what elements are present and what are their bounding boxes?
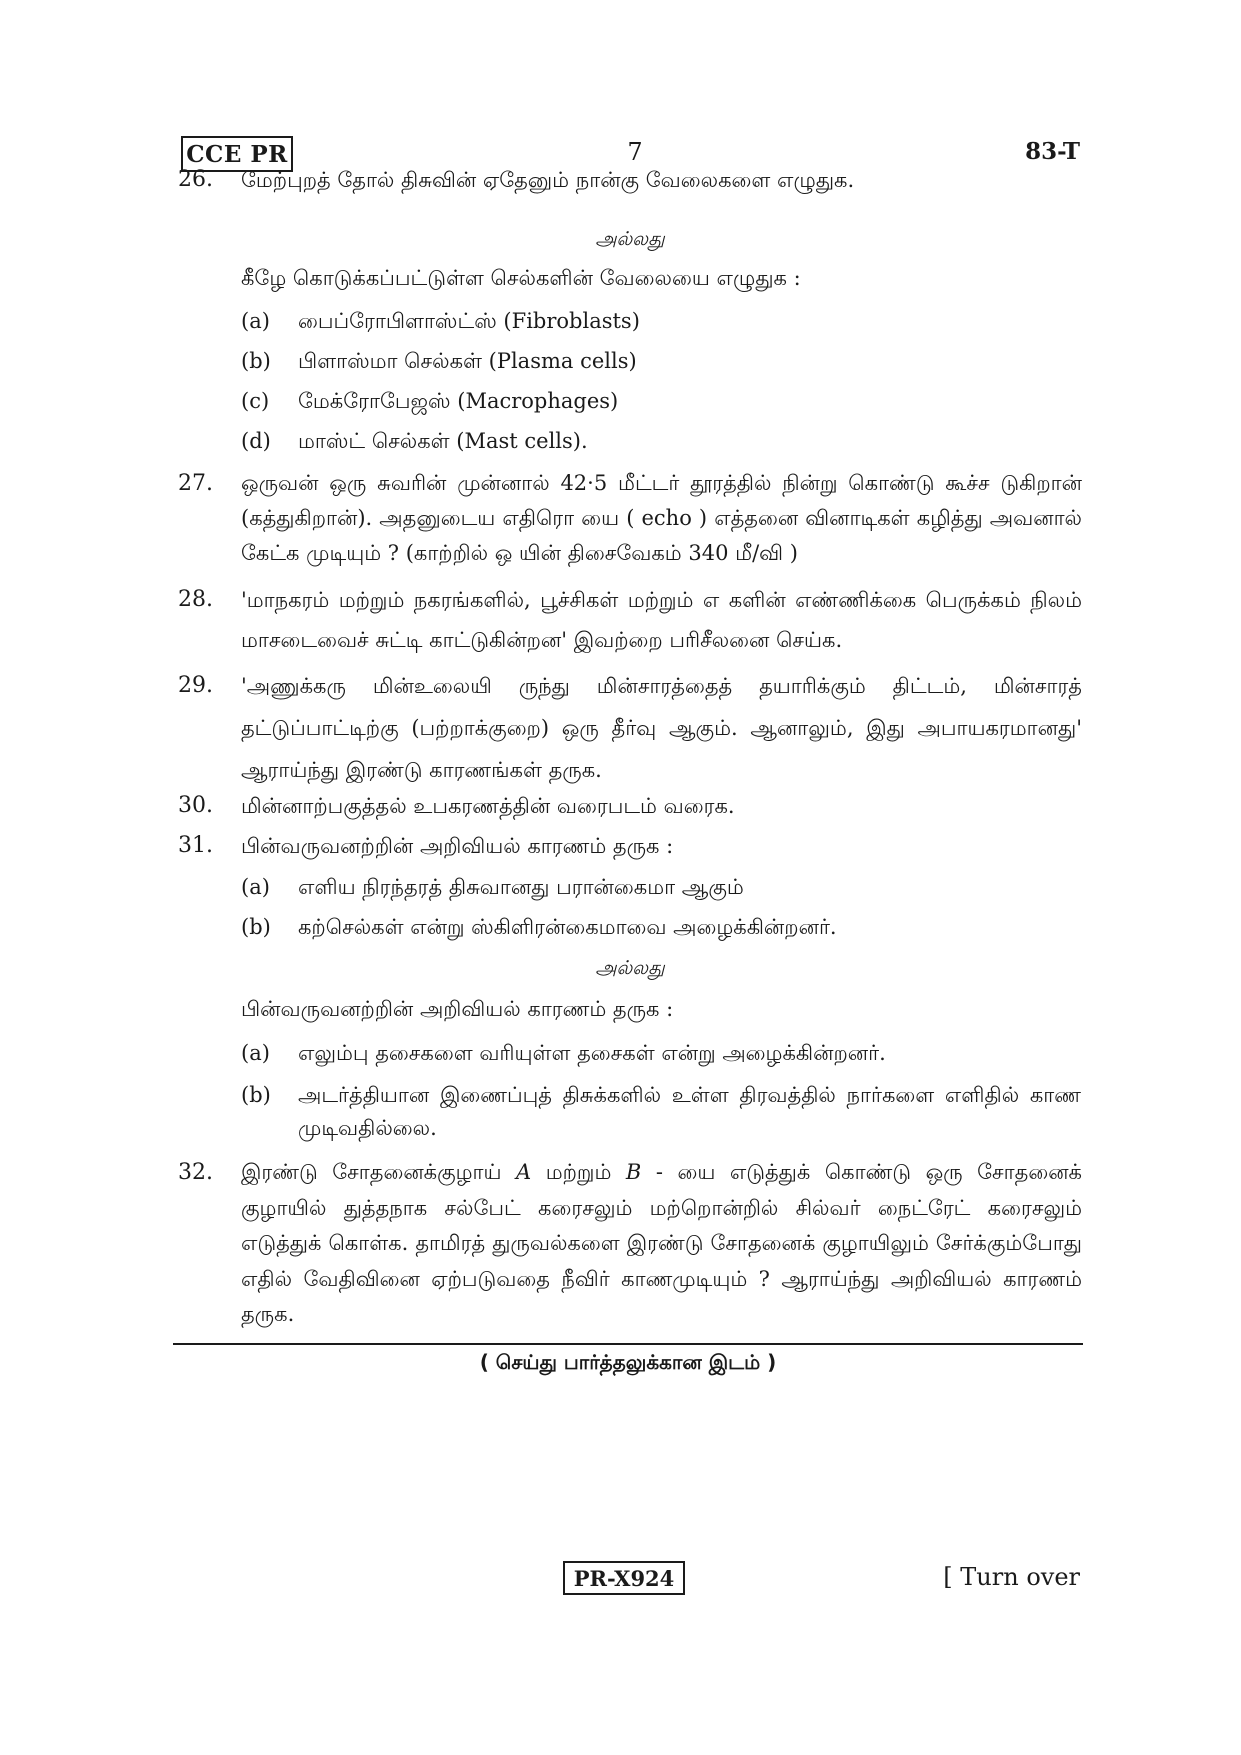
question-27 <box>178 466 1082 571</box>
sub-item-text: மாஸ்ட் செல்கள் (Mast cells). <box>298 429 588 453</box>
question-29 <box>178 665 1082 791</box>
sub-item-text: பைப்ரோபிளாஸ்ட்ஸ் (Fibroblasts) <box>298 309 640 333</box>
question-32 <box>178 1155 1082 1333</box>
question-text: மேற்புறத் தோல் திசுவின் ஏதேனும் நான்கு வேலைகளை எழுதுக. <box>241 168 855 192</box>
question-30 <box>178 786 1082 826</box>
alternative-question-text: கீழே கொடுக்கப்பட்டுள்ள செல்களின் வேலையை எழுதுக : <box>241 266 801 290</box>
sub-item-text: பிளாஸ்மா செல்கள் (Plasma cells) <box>298 349 637 373</box>
question-text: மின்னாற்பகுத்தல் உபகரணத்தின் வரைபடம் வரைக. <box>241 794 735 818</box>
sub-item <box>241 385 1081 418</box>
sub-item-text: அடர்த்தியான இணைப்புத் திசுக்களில் உள்ள திரவத்தில் நார்களை எளிதில் காண முடிவதில்லை. <box>298 1083 1081 1140</box>
question-text-part: மற்றும் <box>531 1160 626 1184</box>
or-separator: அல்லது <box>595 228 665 250</box>
sub-item-text: எலும்பு தசைகளை வரியுள்ள தசைகள் என்று அழைக்கின்றனர். <box>298 1041 886 1065</box>
question-text: 'மாநகரம் மற்றும் நகரங்களில், பூச்சிகள் மற்றும் எ களின் எண்ணிக்கை பெருக்கம் நிலம் மாசடைவைச் சுட்டி காட்டுகின்றன' இவற்றை பரிசீலனை செய்க. <box>241 588 1082 652</box>
variable-a: A <box>516 1160 532 1184</box>
question-text: 'அணுக்கரு மின்உலையி ருந்து மின்சாரத்தைத் தயாரிக்கும் திட்டம், மின்சாரத் தட்டுப்பாட்டிற்கு (பற்றாக்குறை) ஒரு தீர்வு ஆகும். ஆனாலும், இது அபாயகரமானது' ஆராய்ந்து இரண்டு காரணங்கள் தருக. <box>241 674 1082 782</box>
sub-item-label: (b) <box>241 1083 271 1107</box>
sub-item-label: (b) <box>241 915 271 939</box>
sub-item-label: (a) <box>241 1041 270 1065</box>
alternative-question-text: பின்வருவனற்றின் அறிவியல் காரணம் தருக : <box>241 997 674 1021</box>
question-text: பின்வருவனற்றின் அறிவியல் காரணம் தருக : <box>241 834 674 858</box>
question-text-part: - யை எடுத்துக் கொண்டு ஒரு சோதனைக் குழாயில் துத்தநாக சல்பேட் கரைசலும் மற்றொன்றில் சில்வர் நைட்ரேட் கரைசலும் எடுத்துக் கொள்க. தாமிரத் துருவல்களை இரண்டு சோதனைக் குழாயிலும் சேர்க்கும்போது எதில் வேதிவினை ஏற்படுவதை நீவிர் காணமுடியும் ? ஆராய்ந்து அறிவியல் காரணம் தருக. <box>241 1160 1082 1326</box>
sub-item-label: (b) <box>241 349 271 373</box>
question-28 <box>178 580 1082 660</box>
question-text: ஒருவன் ஒரு சுவரின் முன்னால் 42·5 மீட்டர் தூரத்தில் நின்று கொண்டு கூச்ச டுகிறான் (கத்துகிறான்). அதனுடைய எதிரொ யை ( echo ) எத்தனை வினாடிகள் கழித்து அவனால் கேட்க முடியும் ? (காற்றில் ஒ யின் திசைவேகம் 340 மீ/வி ) <box>241 471 1082 565</box>
question-number: 27. <box>178 471 213 496</box>
sub-item-label: (a) <box>241 875 270 899</box>
sub-item-text: எளிய நிரந்தரத் திசுவானது பரான்கைமா ஆகும் <box>298 875 744 899</box>
sub-item-label: (a) <box>241 309 270 333</box>
rough-work-label: ( செய்து பார்த்தலுக்கான இடம் ) <box>479 1350 777 1374</box>
page-number: 7 <box>627 138 643 166</box>
turn-over-label: [ Turn over <box>943 1563 1080 1591</box>
sub-item <box>241 871 1081 904</box>
sub-item <box>241 1079 1081 1145</box>
question-number: 31. <box>178 833 213 858</box>
variable-b: B <box>625 1160 642 1184</box>
question-number: 32. <box>178 1160 213 1185</box>
sub-item-text: மேக்ரோபேஜஸ் (Macrophages) <box>298 389 619 413</box>
sub-item-text: கற்செல்கள் என்று ஸ்கிளிரன்கைமாவை அழைக்கின்றனர். <box>298 915 837 939</box>
sub-item <box>241 425 1081 458</box>
footer-code-box: PR-X924 <box>563 1561 685 1595</box>
question-number: 28. <box>178 587 213 612</box>
header-cce-pr-box: CCE PR <box>181 136 293 172</box>
question-26 <box>178 160 1082 200</box>
sub-item <box>241 1037 1081 1070</box>
sub-item-label: (c) <box>241 389 270 413</box>
or-separator: அல்லது <box>595 957 665 979</box>
question-number: 29. <box>178 673 213 698</box>
sub-item <box>241 305 1081 338</box>
paper-code: 83-T <box>1025 138 1080 165</box>
sub-item <box>241 911 1081 944</box>
divider-line <box>173 1343 1083 1345</box>
question-number: 26. <box>178 167 213 192</box>
sub-item-label: (d) <box>241 429 271 453</box>
question-text <box>241 1155 1082 1333</box>
question-31 <box>178 826 1082 866</box>
sub-item <box>241 345 1081 378</box>
question-text-part: இரண்டு சோதனைக்குழாய் <box>241 1160 517 1184</box>
question-number: 30. <box>178 793 213 818</box>
